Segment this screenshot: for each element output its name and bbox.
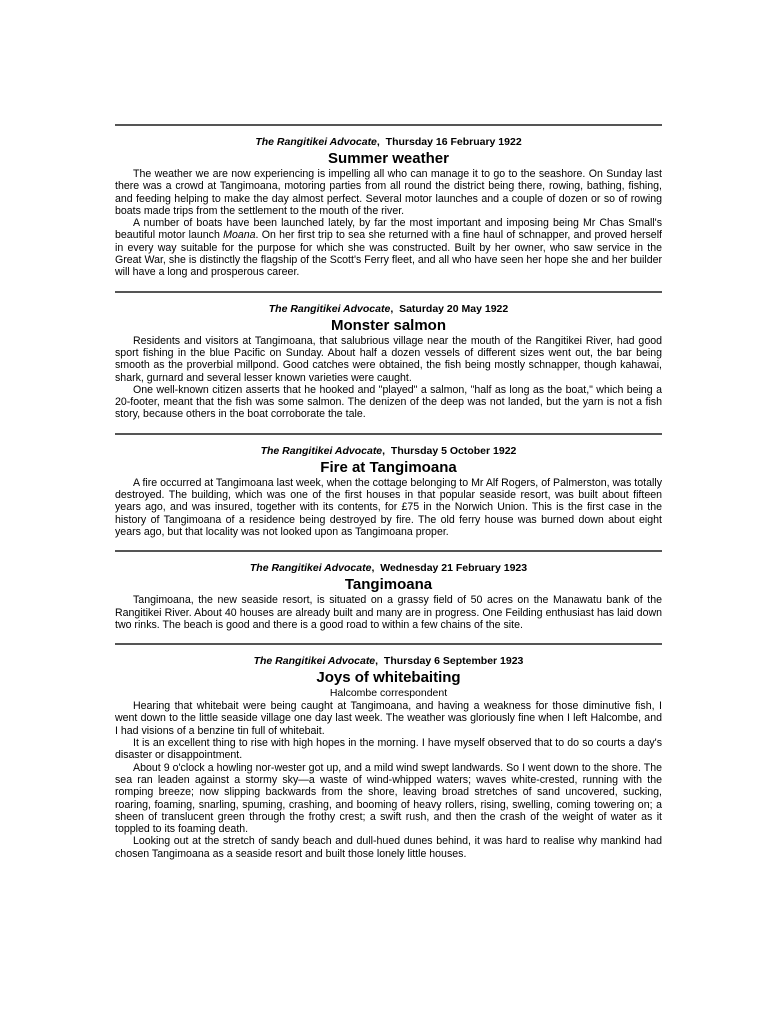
paragraph: Residents and visitors at Tangimoana, that salubrious village near the mouth of the Rangitikei River, had good sport fishing in the blue Pacific on Sunday. About half a dozen vessels of different sizes went out, the bar being smooth as the proverbial millpond. Good catches were obtained, the fish being mostly schnapper, though kahawai, shark, gurnard and several lesser known varieties were caught. [115,334,662,384]
newspaper-name: The Rangitikei Advocate [249,562,372,575]
article-date: Wednesday 21 February 1923 [380,562,528,575]
article-title: Joys of whitebaiting [316,669,461,687]
article-header: The Rangitikei Advocate, Thursday 16 February 1922 [255,136,522,148]
article-fire-at-tangimoana [115,433,662,538]
article-header: The Rangitikei Advocate, Thursday 6 September 1923 [253,655,524,668]
article-header: The Rangitikei Advocate, Thursday 5 October 1922 [260,444,517,457]
article-header: The Rangitikei Advocate, Wednesday 21 February 1923 [249,562,528,575]
paragraph: One well-known citizen asserts that he hooked and "played" a salmon, "half as long as the boat," which being a 20-footer, meant that the fish was some salmon. The denizen of the deep was not landed, but the yarn is not a fish story, because others in the boat corroborate the tale. [115,383,662,421]
article-summer-weather [115,124,662,279]
newspaper-name: The Rangitikei Advocate [260,444,383,457]
paragraph: It is an excellent thing to rise with high hopes in the morning. I have myself observed that to do so courts a day's disaster or disappointment. [115,737,662,762]
paragraph: Looking out at the stretch of sandy beach and dull-hued dunes behind, it was hard to realise why mankind had chosen Tangimoana as a seaside resort and built those lonely little houses. [115,835,662,860]
paragraph: The weather we are now experiencing is impelling all who can manage it to go to the seashore. On Sunday last there was a crowd at Tangimoana, motoring parties from all round the district being there, rowing, bathing, fishing, and feeding helping to make the day almost perfect. Several motor launches and a couple of dozen or so of rowing boats made trips from the settlement to the mouth of the river. [115,168,662,217]
newspaper-name: The Rangitikei Advocate [253,655,376,668]
article-title: Tangimoana [344,576,433,594]
article-date: Thursday 5 October 1922 [390,444,517,457]
document-page [115,124,662,860]
article-date: Thursday 6 September 1923 [383,655,524,668]
vessel-name: Moana [223,229,256,242]
article-title: Fire at Tangimoana [320,458,457,476]
article-date: Saturday 20 May 1922 [399,302,509,315]
newspaper-name: The Rangitikei Advocate [268,302,391,315]
paragraph: Tangimoana, the new seaside resort, is situated on a grassy field of 50 acres on the Manawatu bank of the Rangitikei River. About 40 houses are already built and many are in progress. One Feilding enthusiast has laid down two rinks. The beach is good and there is a good road to within a few chains of the site. [115,594,662,631]
article-header: The Rangitikei Advocate, Saturday 20 May 1922 [268,302,509,315]
article-body [115,594,662,631]
article-title: Monster salmon [330,316,447,334]
paragraph: Hearing that whitebait were being caught at Tangimoana, and having a weakness for those diminutive fish, I went down to the little seaside village one day last week. The weather was gloriously fine when I left Halcombe, and I had visions of a benzine tin full of whitebait. [115,700,662,737]
paragraph: A number of boats have been launched lately, by far the most important and imposing being Mr Chas Small's beautiful motor launch Moana. On her first trip to sea she returned with a fine haul of schnapper, and proved herself in every way suitable for the purpose for which she was constructed. Built by her owner, who saw service in the Great War, she is distinctly the flagship of the Scott's Ferry fleet, and all who have seen her hope she and her builder will have a long and prosperous career. [115,217,662,279]
article-date: Thursday 16 February 1922 [385,136,522,148]
paragraph: About 9 o'clock a howling nor-wester got up, and a mild wind swept landwards. So I went down to the shore. The sea ran leaden against a stormy sky—a waste of wind-whipped waters; waves white-crested, running with the romping breeze; now slipping backwards from the shore, leaving broad stretches of sand uncovered, sucking, roaring, foaming, snarling, spuming, crashing, and booming of heavy rollers, rising, swelling, coming towering on; a sheen of translucent green through the frothy crest; a swift rush, and then the crash of the weight of water as it toppled to its foaming death. [115,761,662,836]
article-monster-salmon [115,291,662,421]
article-body [115,168,662,279]
article-body [115,700,662,860]
newspaper-name: The Rangitikei Advocate [255,136,377,148]
article-byline: Halcombe correspondent [329,687,448,700]
article-title: Summer weather [328,150,449,167]
paragraph: A fire occurred at Tangimoana last week, when the cottage belonging to Mr Alf Rogers, of Palmerston, was totally destroyed. The building, which was one of the first houses in that popular seaside resort, was built about fifteen years ago, and was insured, together with its contents, for £75 in the Norwich Union. This is the first case in the history of Tangimoana of a residence being destroyed by fire. The old ferry house was burned down about eight years ago, but that locality was not looked upon as Tangimoana proper. [115,476,662,538]
article-body [115,335,662,421]
article-tangimoana [115,550,662,631]
article-body [115,477,662,538]
article-joys-of-whitebaiting [115,643,662,860]
